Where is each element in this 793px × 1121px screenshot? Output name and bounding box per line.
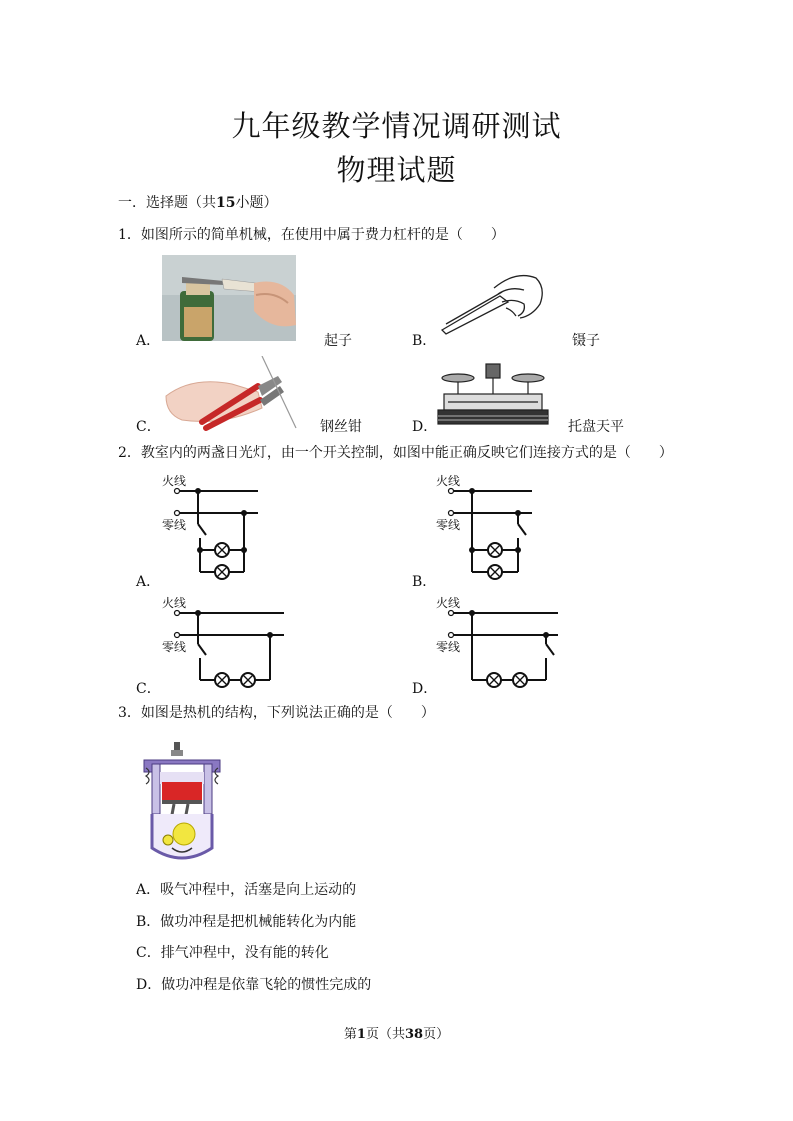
balance-image bbox=[436, 360, 550, 432]
circuit-b-live-label: 火线 bbox=[436, 474, 461, 488]
footer-suffix: 页） bbox=[423, 1027, 450, 1042]
q2-option-c-letter: C． bbox=[136, 681, 161, 697]
circuit-a-live-label: 火线 bbox=[162, 474, 187, 488]
tweezers-image bbox=[436, 258, 548, 338]
circuit-b-neutral-label: 零线 bbox=[436, 518, 461, 532]
circuit-a-neutral-label: 零线 bbox=[162, 518, 187, 532]
q1-option-d-letter: D． bbox=[412, 419, 438, 435]
section-suffix: 小题） bbox=[235, 195, 278, 211]
q2-option-d-letter: D． bbox=[412, 681, 438, 697]
q1-option-c-letter: C． bbox=[136, 419, 161, 435]
circuit-c-live-label: 火线 bbox=[162, 596, 187, 610]
paper-title: 九年级教学情况调研测试 bbox=[231, 109, 562, 143]
circuit-diagram-c bbox=[160, 594, 290, 692]
q3-option-d: D．做功冲程是依靠飞轮的惯性完成的 bbox=[136, 977, 372, 993]
footer-prefix: 第 bbox=[343, 1027, 357, 1042]
q2-option-a-letter: A． bbox=[136, 574, 161, 590]
q3-option-c: C．排气冲程中，没有能的转化 bbox=[136, 945, 329, 961]
q1-option-a-letter: A． bbox=[136, 333, 161, 349]
q3-option-a: A．吸气冲程中，活塞是向上运动的 bbox=[136, 882, 357, 898]
bottle-opener-image bbox=[162, 255, 296, 341]
q1-option-b-caption: 镊子 bbox=[572, 333, 600, 349]
circuit-c-neutral-label: 零线 bbox=[162, 640, 187, 654]
q1-stem: 1．如图所示的简单机械，在使用中属于费力杠杆的是（ ） bbox=[118, 227, 505, 243]
pliers-image bbox=[162, 356, 300, 432]
section-count: 15 bbox=[216, 195, 236, 211]
section-heading bbox=[118, 194, 277, 212]
q1-option-b-letter: B． bbox=[412, 333, 437, 349]
footer-total-pages: 38 bbox=[404, 1027, 424, 1042]
q3-option-b: B．做功冲程是把机械能转化为内能 bbox=[136, 914, 357, 930]
circuit-diagram-a bbox=[160, 472, 270, 584]
section-label: 一．选择题（共 bbox=[118, 195, 216, 211]
paper-subtitle: 物理试题 bbox=[336, 153, 457, 187]
q2-option-b-letter: B． bbox=[412, 574, 437, 590]
circuit-diagram-b bbox=[434, 472, 544, 584]
circuit-d-neutral-label: 零线 bbox=[436, 640, 461, 654]
circuit-d-live-label: 火线 bbox=[436, 596, 461, 610]
footer-mid: 页（共 bbox=[365, 1027, 405, 1042]
q1-option-a-caption: 起子 bbox=[324, 333, 352, 349]
q1-option-d-caption: 托盘天平 bbox=[568, 419, 624, 435]
q3-stem: 3．如图是热机的结构，下列说法正确的是（ ） bbox=[118, 705, 435, 721]
engine-diagram-image bbox=[138, 740, 226, 866]
q2-stem: 2．教室内的两盏日光灯，由一个开关控制，如图中能正确反映它们连接方式的是（ ） bbox=[118, 445, 673, 461]
circuit-diagram-d bbox=[434, 594, 564, 692]
page-footer bbox=[0, 1023, 793, 1042]
q1-option-c-caption: 钢丝钳 bbox=[320, 419, 362, 435]
footer-page-number: 1 bbox=[356, 1027, 366, 1042]
